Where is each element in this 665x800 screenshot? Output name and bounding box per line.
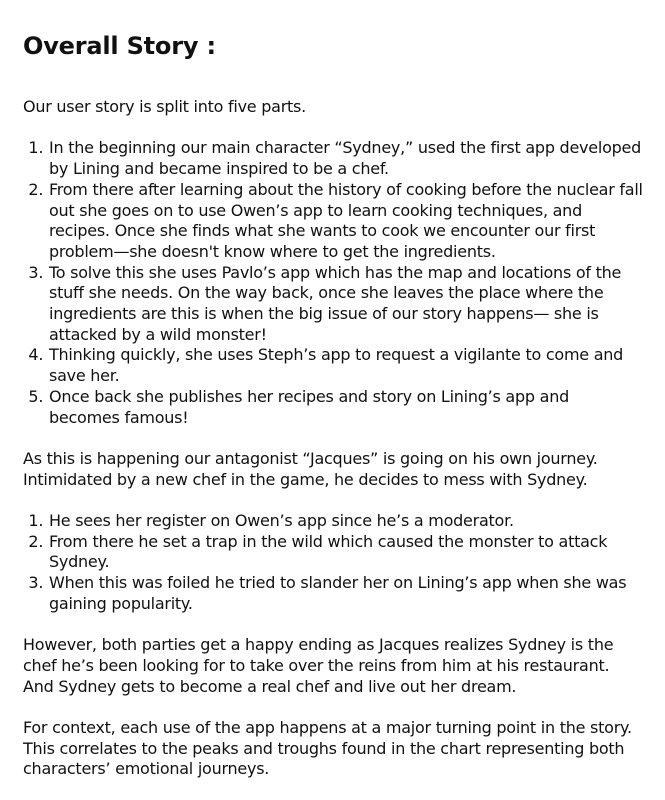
- jacques-steps-list: [23, 511, 643, 615]
- intro-paragraph: Our user story is split into five parts.: [23, 97, 306, 116]
- context-paragraph: For context, each use of the app happens at a major turning point in the story. This correlates to the peaks and troughs found in the chart representing both characters’ emotional journeys.: [23, 718, 632, 779]
- list-item: 5. Once back she publishes her recipes and story on Lining’s app and becomes famous!: [48, 387, 643, 428]
- spacer: [23, 118, 643, 139]
- spacer: [23, 697, 643, 718]
- ending-paragraph: However, both parties get a happy ending as Jacques realizes Sydney is the chef he’s been looking for to take over the reins from him at his restaurant. And Sydney gets to become a real chef and live out her dream.: [23, 635, 614, 696]
- list-item: 2. From there after learning about the history of cooking before the nuclear fall out she goes on to use Owen’s app to learn cooking techniques, and recipes. Once she finds what she wants to cook we encounter our first problem—she doesn't know where to get the ingredients.: [48, 180, 643, 263]
- list-item: 1. He sees her register on Owen’s app since he’s a moderator.: [48, 511, 643, 532]
- spacer: [23, 490, 643, 511]
- antagonist-paragraph: As this is happening our antagonist “Jacques” is going on his own journey. Intimidated by a new chef in the game, he decides to mess with Sydney.: [23, 448, 598, 489]
- list-item: 4. Thinking quickly, she uses Steph’s app to request a vigilante to come and save her.: [48, 345, 643, 386]
- spacer: [23, 428, 643, 449]
- spacer: [23, 615, 643, 636]
- list-item: 1. In the beginning our main character “Sydney,” used the first app developed by Lining and became inspired to be a chef.: [48, 138, 643, 179]
- list-item: 3. When this was foiled he tried to slander her on Lining’s app when she was gaining popularity.: [48, 573, 643, 614]
- list-item: 3. To solve this she uses Pavlo’s app which has the map and locations of the stuff she needs. On the way back, once she leaves the place where the ingredients are this is when the big issue of our story happens— she is attacked by a wild monster!: [48, 263, 643, 346]
- page-title: Overall Story :: [23, 32, 216, 60]
- sydney-steps-list: [23, 138, 643, 428]
- list-item: 2. From there he set a trap in the wild which caused the monster to attack Sydney.: [48, 532, 643, 573]
